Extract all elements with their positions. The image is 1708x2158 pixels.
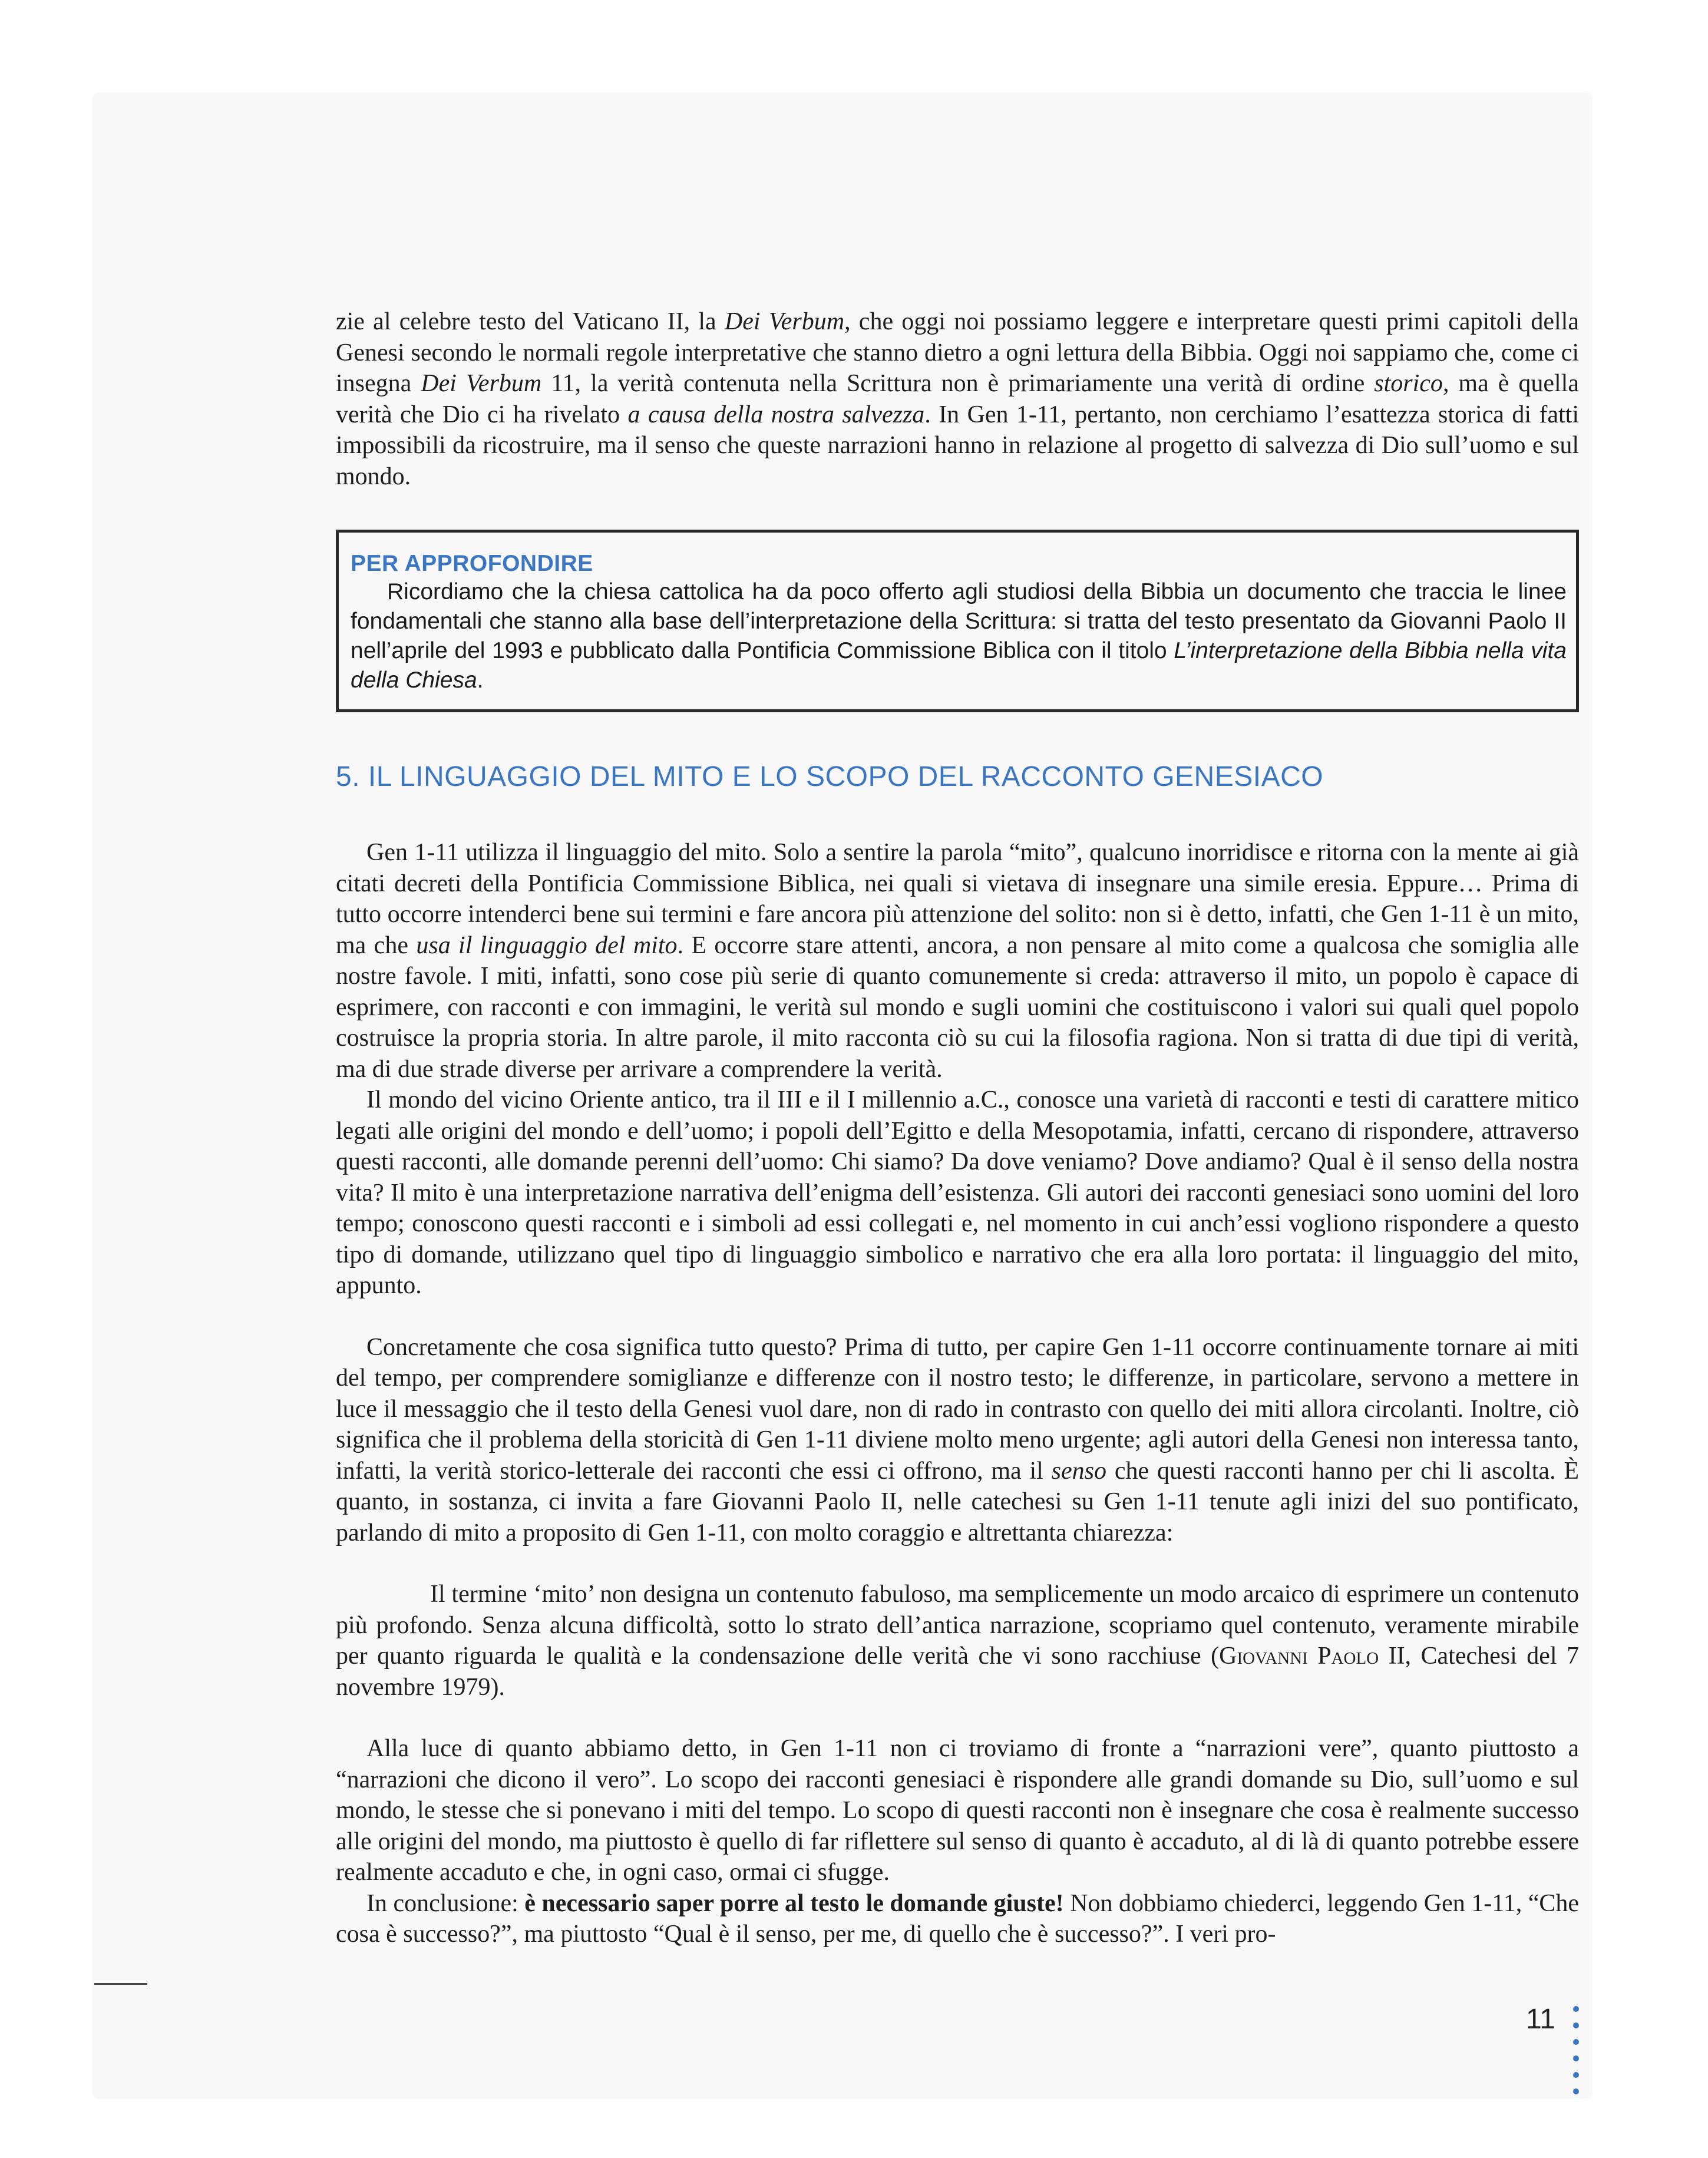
box-title: PER APPROFONDIRE (351, 551, 593, 576)
block-quote: Il termine ‘mito’ non designa un contenuto fabuloso, ma semplicemente un modo arcaico di esprimere un contenuto più profondo. Senza alcuna difficoltà, sotto lo strato dell’antica narrazione, scopriamo quel contenuto, veramente mirabile per quanto riguarda le qualità e la condensazione delle verità che vi sono racchiuse (Giovanni Paolo II, Catechesi del 7 novembre 1979). (336, 1581, 1580, 1701)
section-heading: 5. IL LINGUAGGIO DEL MITO E LO SCOPO DEL RACCONTO GENESIACO (336, 761, 1324, 792)
sidebar-box (336, 530, 1579, 712)
paragraph-4: Alla luce di quanto abbiamo detto, in Gen 1-11 non ci troviamo di fronte a “narrazioni vere”, quanto piuttosto a “narrazioni che dicono il vero”. Lo scopo dei racconti genesiaci è rispondere alle grandi domande su Dio, sull’uomo e sul mondo, le stesse che si ponevano i miti del tempo. Lo scopo di questi racconti non è insegnare che cosa è realmente successo alle origini del mondo, ma piuttosto è quello di far riflettere sul senso di quanto è accaduto, al di là di quanto potrebbe essere realmente accaduto e che, in ogni caso, ormai ci sfugge. (336, 1735, 1579, 1886)
paragraph-3: Concretamente che cosa significa tutto questo? Prima di tutto, per capire Gen 1-11 occorre continuamente tornare ai miti del tempo, per comprendere somiglianze e differenze con il nostro testo; le differenze, in particolare, servono a mettere in luce il messaggio che il testo della Genesi vuol dare, non di rado in contrasto con quello dei miti allora circolanti. Inoltre, ciò significa che il problema della storicità di Gen 1-11 diviene molto meno urgente; agli autori della Genesi non interessa tanto, infatti, la verità storico-letterale dei racconti che essi ci offrono, ma il senso che questi racconti hanno per chi li ascolta. È quanto, in sostanza, ci invita a fare Giovanni Paolo II, nelle catechesi su Gen 1-11 tenute agli inizi del suo pontificato, parlando di mito a proposito di Gen 1-11, con molto coraggio e altrettanta chiarezza: (336, 1333, 1579, 1546)
paragraph-1: Gen 1-11 utilizza il linguaggio del mito. Solo a sentire la parola “mito”, qualcuno inorridisce e ritorna con la mente ai già citati decreti della Pontificia Commissione Biblica, nei quali si vietava di insegnare una simile eresia. Eppure… Prima di tutto occorre intenderci bene sui termini e fare ancora più attenzione del solito: non si è detto, infatti, che Gen 1-11 è un mito, ma che usa il linguaggio del mito. E occorre stare attenti, ancora, a non pensare al mito come a qualcosa che somiglia alle nostre favole. I miti, infatti, sono cose più serie di quanto comunemente si creda: attraverso il mito, un popolo è capace di esprimere, con racconti e con immagini, le verità sul mondo e sugli uomini che costituiscono i valori sui quali quel popolo costruisce la propria storia. In altre parole, il mito racconta ciò su cui la filosofia ragiona. Non si tratta di due tipi di verità, ma di due strade diverse per arrivare a comprendere la verità. (336, 839, 1580, 1083)
dots-ornament (1573, 2006, 1581, 2105)
page-number: 11 (1526, 2004, 1555, 2035)
box-paragraph: Ricordiamo che la chiesa cattolica ha da poco offerto agli studiosi della Bibbia un documento che traccia le linee fondamentali che stanno alla base dell’interpretazione della Scrittura: si tratta del testo presentato da Giovanni Paolo II nell’aprile del 1993 e pubblicato dalla Pontificia Commissione Biblica con il titolo L’interpretazione della Bibbia nella vita della Chiesa. (351, 579, 1567, 693)
box-text (351, 577, 1567, 695)
scan-mark (94, 1983, 147, 1985)
paragraph-5: In conclusione: è necessario saper porre al testo le domande giuste! Non dobbiamo chiederci, leggendo Gen 1-11, “Che cosa è successo?”, ma piuttosto “Qual è il senso, per me, di quello che è successo?”. I veri pro- (336, 1889, 1580, 1948)
text-column (336, 306, 1579, 1950)
paragraph-2: Il mondo del vicino Oriente antico, tra il III e il I millennio a.C., conosce una varietà di racconti e testi di carattere mitico legati alle origini del mondo e dell’uomo; i popoli dell’Egitto e della Mesopotamia, infatti, cercano di rispondere, attraverso questi racconti, alle domande perenni dell’uomo: Chi siamo? Da dove veniamo? Dove andiamo? Qual è il senso della nostra vita? Il mito è una interpretazione narrativa dell’enigma dell’esistenza. Gli autori dei racconti genesiaci sono uomini del loro tempo; conoscono questi racconti e i simboli ad essi collegati e, nel momento in cui anch’essi vogliono rispondere a questo tipo di domande, utilizzano quel tipo di linguaggio simbolico e narrativo che era alla loro portata: il linguaggio del mito, appunto. (336, 1086, 1579, 1299)
book-page (94, 94, 1591, 2097)
intro-paragraph: zie al celebre testo del Vaticano II, la Dei Verbum, che oggi noi possiamo leggere e interpretare questi primi capitoli della Genesi secondo le normali regole interpretative che stanno dietro a ogni lettura della Bibbia. Oggi noi sappiamo che, come ci insegna Dei Verbum 11, la verità contenuta nella Scrittura non è primariamente una verità di ordine storico, ma è quella verità che Dio ci ha rivelato a causa della nostra salvezza. In Gen 1-11, pertanto, non cerchiamo l’esattezza storica di fatti impossibili da ricostruire, ma il senso che queste narrazioni hanno in relazione al progetto di salvezza di Dio sull’uomo e sul mondo. (336, 308, 1580, 490)
